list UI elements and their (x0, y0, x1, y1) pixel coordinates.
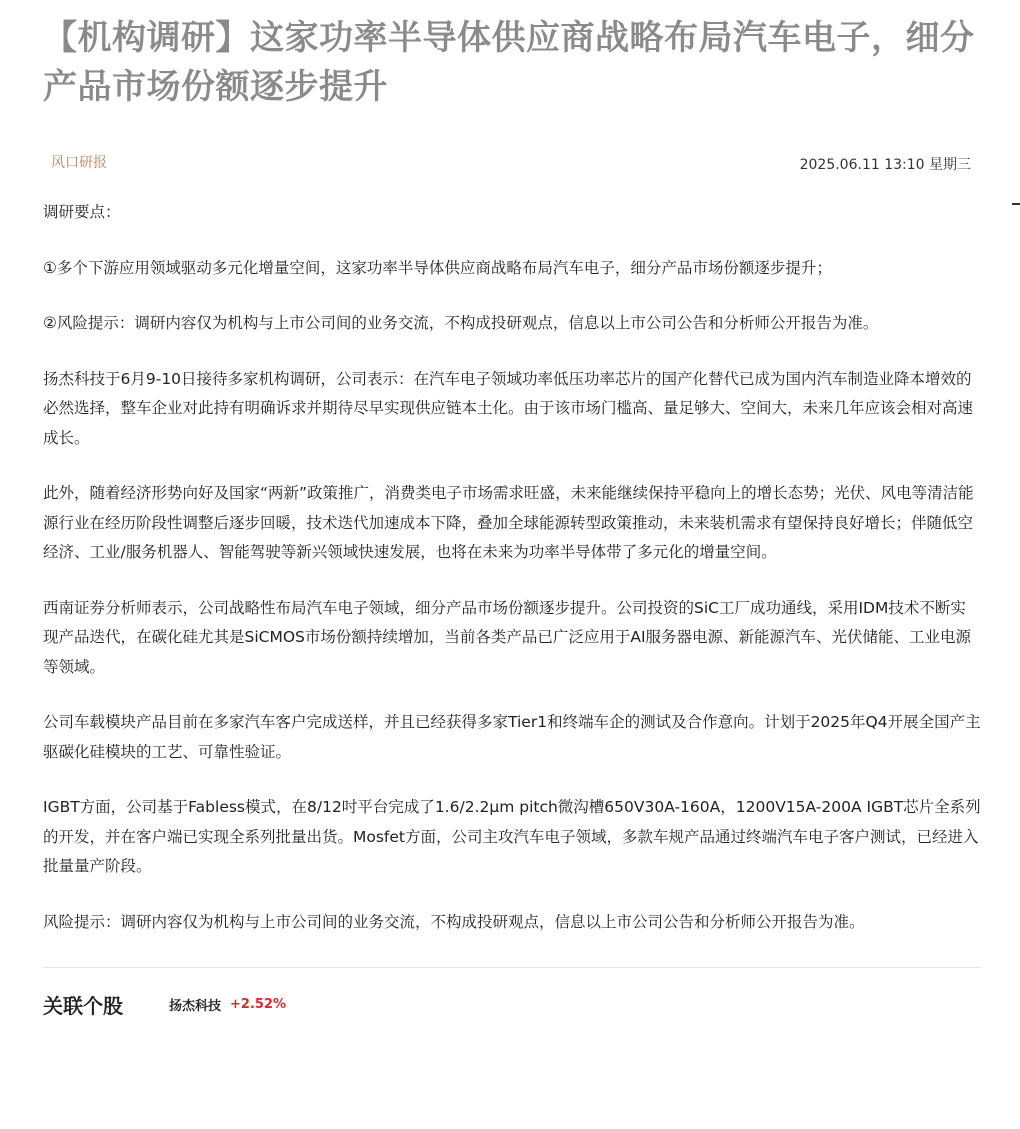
article-title: 【机构调研】这家功率半导体供应商战略布局汽车电子，细分产品市场份额逐步提升 (43, 18, 975, 107)
paragraph: 风险提示：调研内容仅为机构与上市公司间的业务交流，不构成投研观点，信息以上市公司公告和分析师公开报告为准。 (43, 912, 865, 931)
paragraph: ①多个下游应用领域驱动多元化增量空间，这家功率半导体供应商战略布局汽车电子，细分产品市场份额逐步提升； (43, 258, 832, 277)
paragraph: 西南证券分析师表示，公司战略性布局汽车电子领域，细分产品市场份额逐步提升。公司投资的SiC工厂成功通线，采用IDM技术不断实现产品迭代，在碳化硅尤其是SiCMOS市场份额持续增加，当前各类产品已广泛应用于AI服务器电源、新能源汽车、光伏储能、工业电源等领域。 (43, 598, 972, 676)
stock-name-link[interactable]: 扬杰科技 (169, 999, 222, 1014)
article-body (43, 198, 981, 937)
stock-change-badge: +2.52% (230, 997, 287, 1012)
related-stocks (43, 990, 981, 1019)
article (43, 0, 981, 1019)
paragraph: 调研要点： (43, 203, 121, 221)
paragraph: 扬杰科技于6月9-10日接待多家机构调研，公司表示：在汽车电子领域功率低压功率芯片的国产化替代已成为国内汽车制造业降本增效的必然选择，整车企业对此持有明确诉求并期待尽早实现供应链本土化。由于该市场门槛高、量足够大、空间大，未来几年应该会相对高速成长。 (43, 369, 974, 447)
scroll-marker (1012, 203, 1020, 205)
divider (43, 967, 981, 968)
article-source[interactable]: 风口研报 (51, 155, 107, 171)
article-meta (43, 152, 981, 182)
publish-datetime: 2025.06.11 13:10 星期三 (799, 157, 971, 173)
paragraph: IGBT方面，公司基于Fabless模式，在8/12吋平台完成了1.6/2.2μm pitch微沟槽650V30A-160A，1200V15A-200A IGBT芯片全系列的开发，并在客户端已实现全系列批量出货。Mosfet方面，公司主攻汽车电子领域，多款车规产品通过终端汽车电子客户测试，已经进入批量量产阶段。 (43, 798, 981, 875)
paragraph: 此外，随着经济形势向好及国家“两新”政策推广，消费类电子市场需求旺盛，未来能继续保持平稳向上的增长态势；光伏、风电等清洁能源行业在经历阶段性调整后逐步回暖，技术迭代加速成本下降，叠加全球能源转型政策推动，未来装机需求有望保持良好增长；伴随低空经济、工业/服务机器人、智能驾驶等新兴领域快速发展，也将在未来为功率半导体带了多元化的增量空间。 (43, 484, 974, 561)
paragraph: ②风险提示：调研内容仅为机构与上市公司间的业务交流，不构成投研观点，信息以上市公司公告和分析师公开报告为准。 (43, 314, 879, 332)
paragraph: 公司车载模块产品目前在多家汽车客户完成送样，并且已经获得多家Tier1和终端车企的测试及合作意向。计划于2025年Q4开展全国产主驱碳化硅模块的工艺、可靠性验证。 (43, 713, 981, 761)
related-stocks-title: 关联个股 (43, 994, 123, 1018)
